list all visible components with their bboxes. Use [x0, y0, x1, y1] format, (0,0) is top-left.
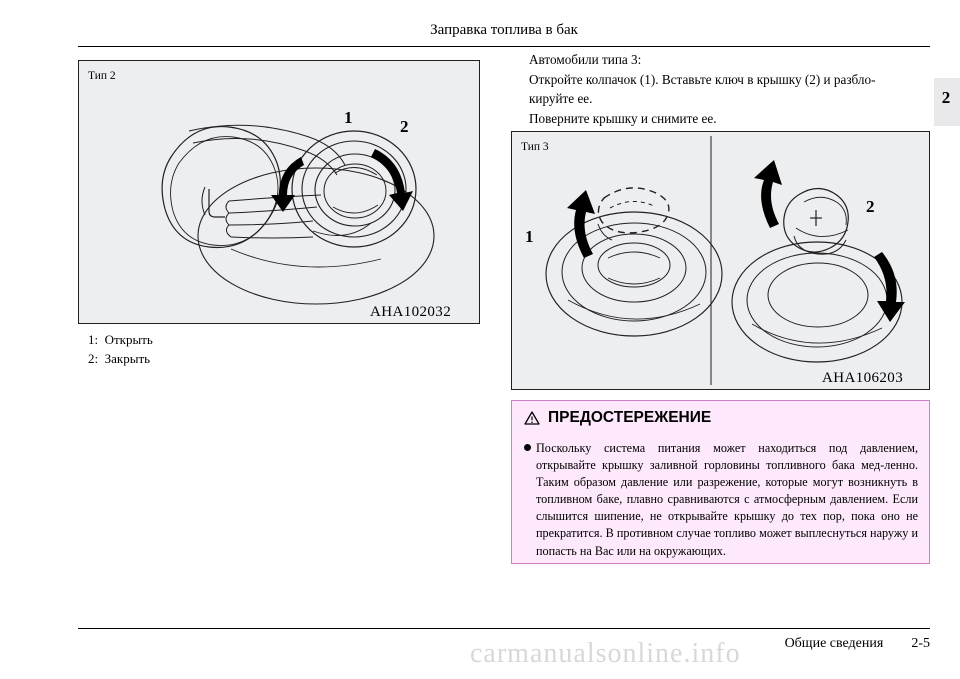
- body-text: [529, 50, 929, 128]
- warning-title: ПРЕДОСТЕРЕЖЕНИЕ: [548, 409, 712, 426]
- page-title: Заправка топлива в бак: [430, 22, 578, 38]
- body-line-3: кируйте ее.: [529, 91, 593, 106]
- footer-section: Общие сведения: [784, 636, 884, 651]
- figure-type2-drawing: [79, 61, 479, 323]
- figure-type3: [511, 131, 930, 390]
- warning-text-container: [524, 440, 918, 560]
- warning-triangle-icon: [524, 411, 540, 425]
- rotation-arrows-icon: [567, 160, 905, 322]
- body-line-1: Автомобили типа 3:: [529, 52, 642, 67]
- figure-type3-drawing: [512, 132, 929, 389]
- warning-header: [524, 409, 711, 427]
- body-line-2: Откройте колпачок (1). Вставьте ключ в крышку (2) и разбло-: [529, 71, 876, 87]
- warning-text: Поскольку система питания может находиться под давлением, открывайте крышку заливной горловины топливного бака мед-ленно. Таким образом давление или разрежение, которые могут возникнуть в топливном баке, плавно сравниваются с атмосферным давлением. Если слышится шипение, не открывайте крышку до тех пор, пока оно не прекратится. В противном случае топливо может выплеснуться наружу и попасть на Вас или на окружающих.: [536, 441, 918, 558]
- legend-item-1: 1: Открыть: [88, 332, 153, 347]
- figure-type2-legend: [88, 330, 153, 368]
- figure-type2-callout-1: 1: [344, 108, 353, 127]
- footer-divider: [78, 628, 930, 629]
- body-line-4: Поверните крышку и снимите ее.: [529, 110, 717, 126]
- header-divider: [78, 46, 930, 47]
- figure-type2-code: AHA102032: [370, 304, 452, 320]
- footer-page-number: 2-5: [911, 636, 930, 651]
- figure-type3-label: Тип 3: [521, 141, 549, 153]
- figure-type2: [78, 60, 480, 324]
- figure-type3-callout-2: 2: [866, 197, 875, 216]
- figure-type2-callout-2: 2: [400, 117, 409, 136]
- figure-type2-label: Тип 2: [88, 70, 116, 82]
- watermark: carmanualsonline.info: [470, 638, 741, 669]
- chapter-number: 2: [941, 88, 951, 107]
- figure-type3-callout-1: 1: [525, 227, 534, 246]
- legend-item-2: 2: Закрыть: [88, 351, 151, 366]
- figure-type3-code: AHA106203: [822, 370, 904, 386]
